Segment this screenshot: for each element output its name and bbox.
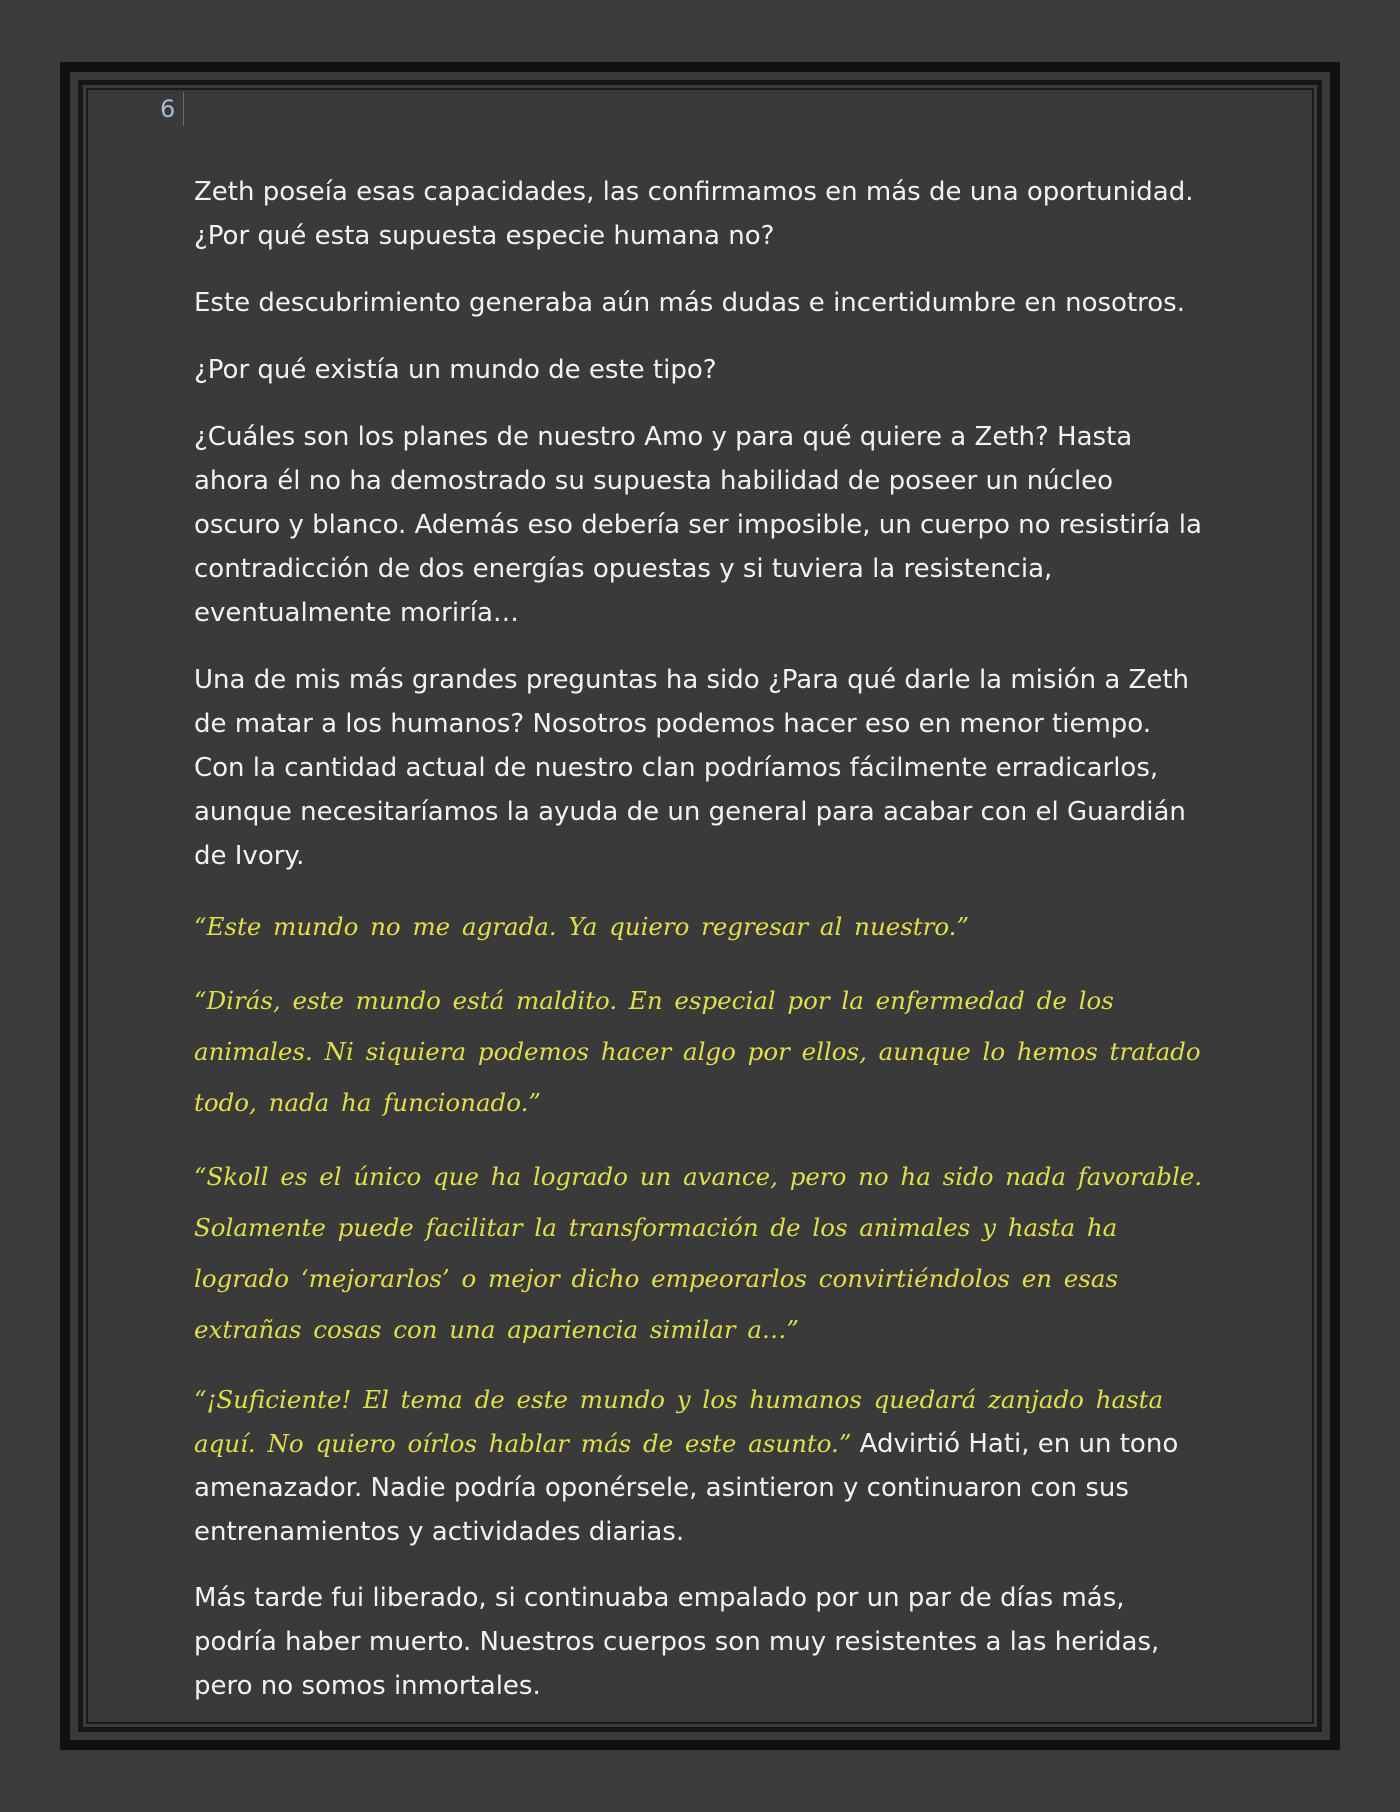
dialogue-quote: “Dirás, este mundo está maldito. En especial por la enfermedad de los animales. Ni siquiera podemos hacer algo por ellos, aunque lo hemos tratado todo, nada ha funcionado.” bbox=[194, 986, 1201, 1117]
page-content bbox=[194, 170, 1204, 1731]
paragraph: ¿Cuáles son los planes de nuestro Amo y para qué quiere a Zeth? Hasta ahora él no ha demostrado su supuesta habilidad de poseer un núcleo oscuro y blanco. Además eso debería ser imposible, un cuerpo no resistiría la contradicción de dos energías opuestas y si tuviera la resistencia, eventualmente moriría… bbox=[194, 422, 1202, 628]
dialogue-quote: “Skoll es el único que ha logrado un avance, pero no ha sido nada favorable. Solamente puede facilitar la transformación de los animales y hasta ha logrado ‘mejorarlos’ o mejor dicho empeorarlos convirtiéndolos en esas extrañas cosas con una apariencia similar a…” bbox=[194, 1162, 1203, 1344]
page-number: 6 bbox=[160, 92, 184, 126]
dialogue-quote: “¡Suficiente! El tema de este mundo y los humanos quedará zanjado hasta aquí. No quiero oírlos hablar más de este asunto.” bbox=[194, 1385, 1164, 1458]
paragraph: Zeth poseía esas capacidades, las confirmamos en más de una oportunidad. ¿Por qué esta supuesta especie humana no? bbox=[194, 177, 1194, 251]
paragraph: Una de mis más grandes preguntas ha sido ¿Para qué darle la misión a Zeth de matar a los humanos? Nosotros podemos hacer eso en menor tiempo. Con la cantidad actual de nuestro clan podríamos fácilmente erradicarlos, aunque necesitaríamos la ayuda de un general para acabar con el Guardián de Ivory. bbox=[194, 665, 1190, 871]
paragraph: Más tarde fui liberado, si continuaba empalado por un par de días más, podría haber muerto. Nuestros cuerpos son muy resistentes a las heridas, pero no somos inmortales. bbox=[194, 1583, 1160, 1701]
dialogue-with-narration bbox=[194, 1378, 1204, 1554]
dialogue-quote: “Este mundo no me agrada. Ya quiero regresar al nuestro.” bbox=[194, 912, 969, 941]
book-page bbox=[60, 62, 1340, 1750]
paragraph: ¿Por qué existía un mundo de este tipo? bbox=[194, 355, 717, 385]
paragraph: Este descubrimiento generaba aún más dudas e incertidumbre en nosotros. bbox=[194, 288, 1185, 318]
narration: Advirtió Hati, en un tono amenazador. Nadie podría oponérsele, asintieron y continuaron con sus entrenamientos y actividades diarias. bbox=[194, 1429, 1179, 1547]
